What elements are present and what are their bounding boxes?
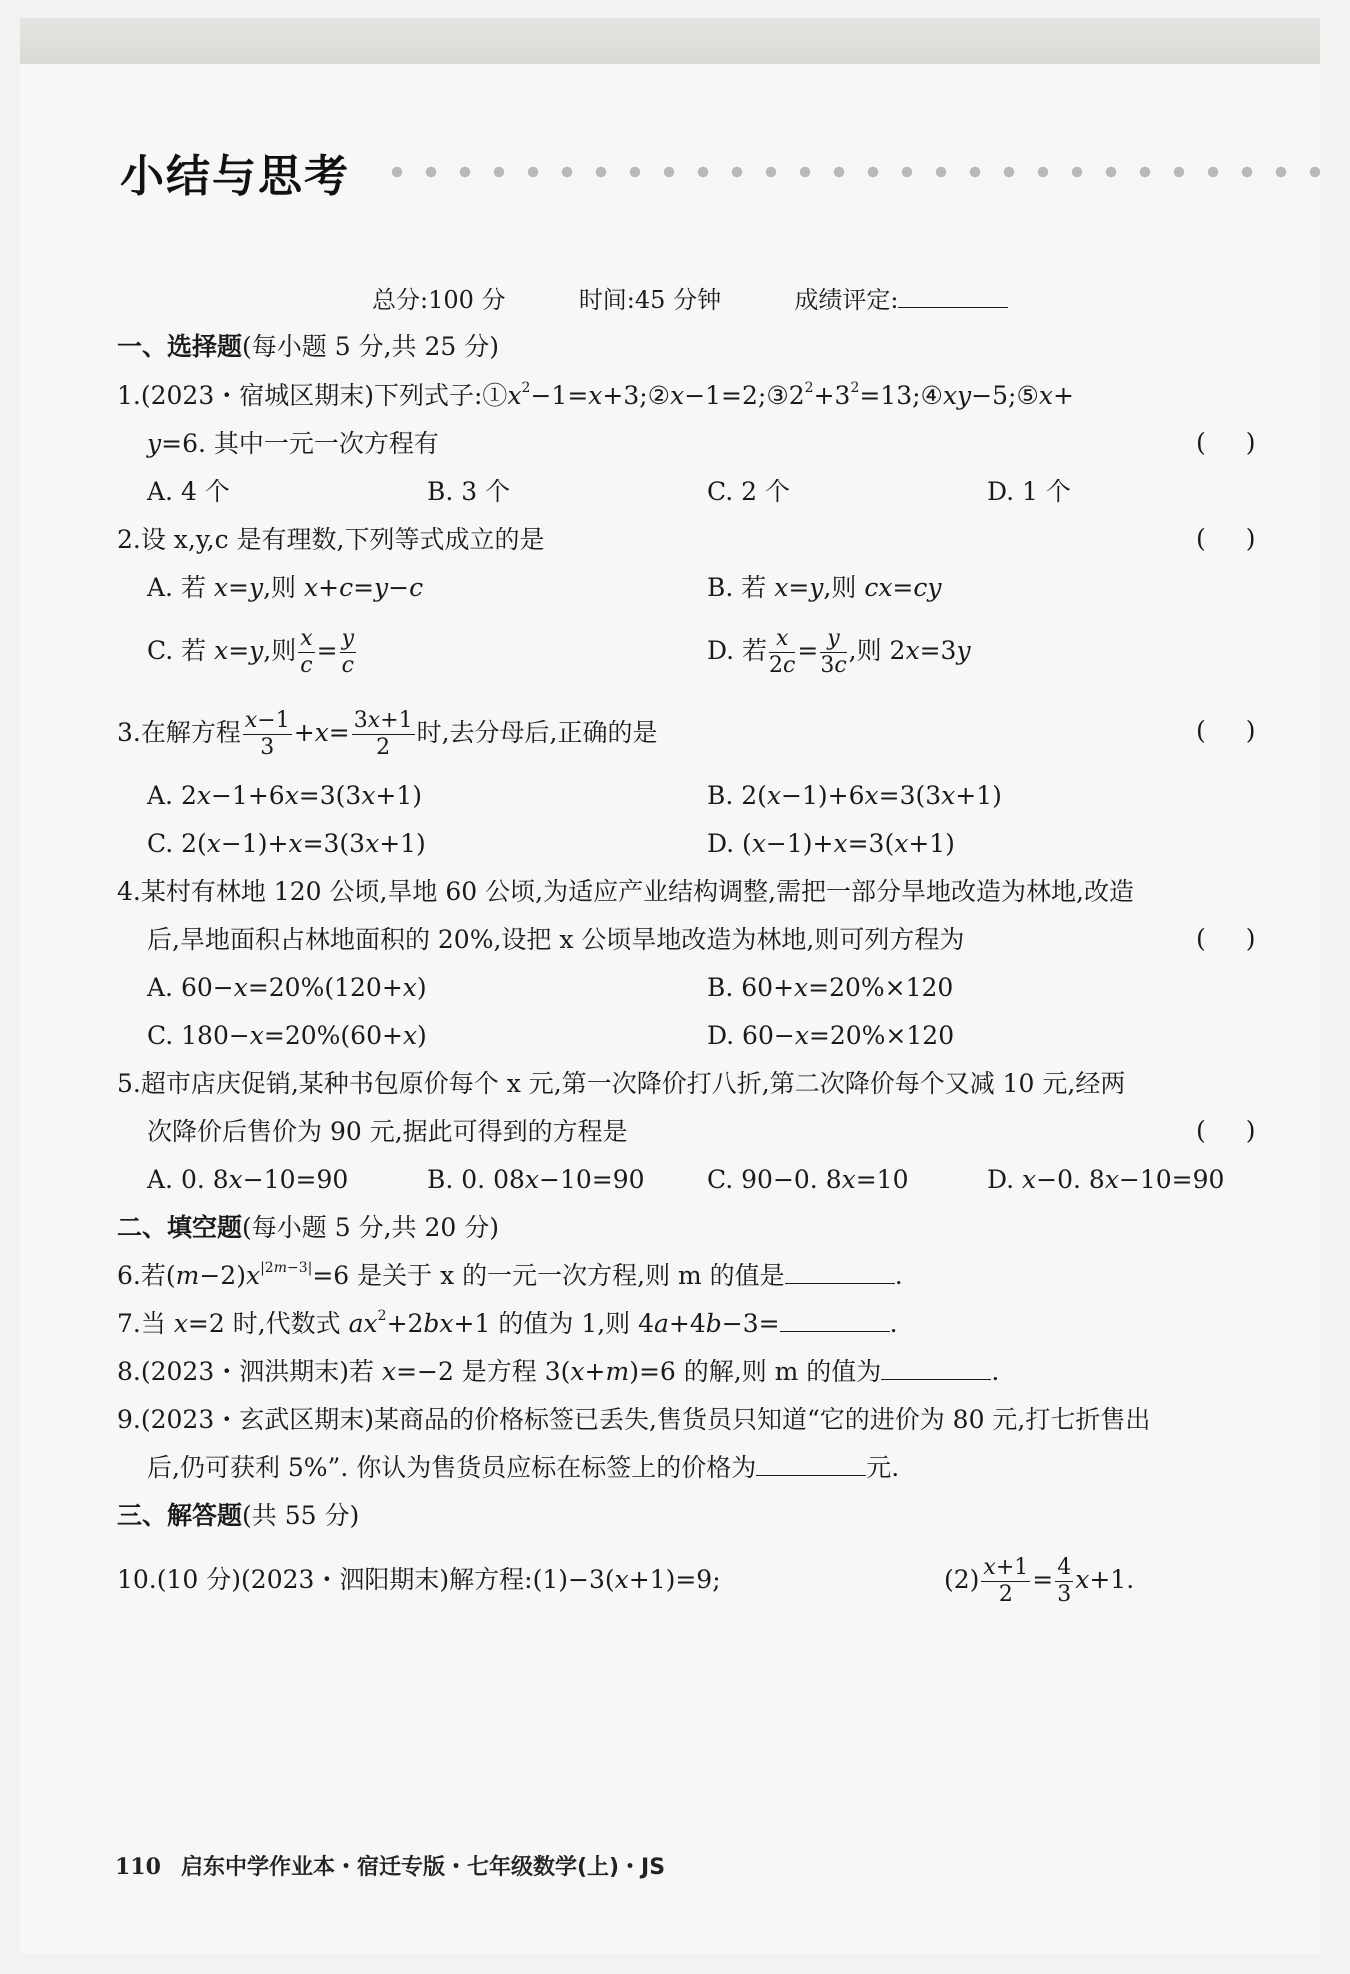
question-2 [117, 524, 545, 556]
question-7: 7.当 x=2 时,代数式 $ax^2+2bx+1$ 的值为 1,则 4a+4b−3= . [117, 1308, 898, 1338]
option-c[interactable]: C. 90−0. 8x=10 [707, 1165, 909, 1194]
question-text: 下列式子:① [374, 381, 508, 410]
grade-blank[interactable] [898, 285, 1008, 308]
question-text: 在解方程 [140, 718, 241, 747]
question-6: 6.若$(m-2)x^{|2m-3|}=6$ 是关于 x 的一元一次方程,则 m 的值是 . [117, 1260, 903, 1290]
question-text: 超市店庆促销,某种书包原价每个 x 元,第一次降价打八折,第二次降价每个又减 10 元,经两 [140, 1069, 1126, 1098]
scan-top-band [20, 18, 1320, 64]
answer-blank[interactable] [785, 1261, 895, 1284]
section-title: 一、选择题 [117, 332, 243, 361]
book-title: 启东中学作业本・宿迁专版・七年级数学(上)・JS [180, 1855, 666, 1880]
section-solve [117, 1500, 359, 1532]
option-a[interactable]: A. 2x−1+6x=3(3x+1) [147, 781, 423, 810]
answer-parentheses[interactable]: () [1196, 716, 1296, 745]
question-text: 其中一元一次方程有 [213, 429, 439, 458]
page-footer [115, 1850, 665, 1881]
section-note: (共 55 分) [242, 1501, 360, 1530]
question-text: 的解,则 m 的值为 [683, 1357, 882, 1386]
option-c[interactable]: C. 180−x=20%(60+x) [147, 1021, 427, 1050]
section-title: 三、解答题 [117, 1501, 243, 1530]
answer-blank[interactable] [756, 1453, 866, 1476]
question-number: 3. [117, 718, 141, 747]
section-title: 二、填空题 [117, 1213, 243, 1242]
option-b[interactable]: B. 若 x=y,则 cx=cy [707, 573, 942, 602]
question-9-line2 [147, 1452, 899, 1484]
section-note: (每小题 5 分,共 20 分) [242, 1213, 499, 1242]
option-a[interactable]: A. 若 x=y,则 x+c=y−c [147, 573, 424, 602]
grade-label: 成绩评定: [794, 286, 899, 314]
question-number: 9. [117, 1405, 141, 1434]
question-8: 8.(2023・泗洪期末)若 x=−2 是方程 3(x+m)=6 的解,则 m 的值为 . [117, 1357, 1000, 1386]
question-text: 是关于 x 的一元一次方程,则 m 的值是 [357, 1261, 785, 1290]
option-a[interactable]: A. 60−x=20%(120+x) [147, 973, 427, 1002]
question-source: (2023・宿城区期末) [140, 381, 374, 410]
question-number: 8. [117, 1357, 141, 1386]
answer-parentheses[interactable]: () [1196, 524, 1296, 553]
answer-parentheses[interactable]: () [1196, 924, 1296, 953]
answer-blank[interactable] [881, 1357, 991, 1380]
question-source: (2023・玄武区期末) [140, 1405, 374, 1434]
question-5-line2: 次降价后售价为 90 元,据此可得到的方程是 [147, 1117, 628, 1146]
total-score: 总分:100 分 [372, 286, 506, 314]
question-number: 5. [117, 1069, 141, 1098]
question-number: 1. [117, 381, 141, 410]
option-d[interactable]: D. x−0. 8x−10=90 [987, 1165, 1225, 1194]
option-a[interactable]: A. 4 个 [147, 477, 230, 506]
question-10-part2: (2) $\frac{x+1}{2}$ = $\frac{4}{3}$ x+1. [944, 1555, 1135, 1607]
question-4-line1 [117, 876, 1134, 908]
question-text: 时,去分母后,正确的是 [416, 718, 658, 747]
exam-meta [372, 284, 1008, 316]
option-b[interactable]: B. 60+x=20%×120 [707, 973, 954, 1002]
question-text: 元. [866, 1453, 900, 1482]
question-source: (2023・泗阳期末) [241, 1565, 450, 1594]
page-number: 110 [115, 1854, 161, 1880]
question-text: 某商品的价格标签已丢失,售货员只知道“它的进价为 80 元,打七折售出 [374, 1405, 1151, 1434]
question-10: 10.(10 分)(2023・泗阳期末)解方程:(1)−3(x+1)=9; [117, 1565, 721, 1594]
section-fill-blank [117, 1212, 499, 1244]
answer-parentheses[interactable]: () [1196, 428, 1296, 457]
question-text: 某村有林地 120 公顷,旱地 60 公顷,为适应产业结构调整,需把一部分旱地改造为林地,改造 [140, 877, 1134, 906]
question-number: 7. [117, 1309, 141, 1338]
answer-parentheses[interactable]: () [1196, 1116, 1296, 1145]
question-3: 3.在解方程 $\frac{x-1}{3}$ +x= $\frac{3x+1}{2}$ 时,去分母后,正确的是 [117, 708, 658, 760]
option-b[interactable]: B. 2(x−1)+6x=3(3x+1) [707, 781, 1002, 810]
question-number: 4. [117, 877, 141, 906]
option-d[interactable]: D. 若 $\frac{x}{2c}$ = $\frac{y}{3c}$ ,则 2x=3y [707, 626, 971, 678]
question-number: 10. [117, 1565, 157, 1594]
time-limit: 时间:45 分钟 [578, 286, 722, 314]
question-text: 的值为 1,则 [498, 1309, 631, 1338]
option-d[interactable]: D. 1 个 [987, 477, 1071, 506]
answer-blank[interactable] [780, 1309, 890, 1332]
option-b[interactable]: B. 0. 08x−10=90 [427, 1165, 645, 1194]
question-text: 解方程: [449, 1565, 533, 1594]
section-note: (每小题 5 分,共 25 分) [242, 332, 499, 361]
option-c[interactable]: C. 2(x−1)+x=3(3x+1) [147, 829, 426, 858]
question-score: (10 分) [156, 1565, 242, 1594]
question-number: 6. [117, 1261, 141, 1290]
option-d[interactable]: D. 60−x=20%×120 [707, 1021, 955, 1050]
decorative-dot-rule [380, 165, 1325, 179]
question-text: 设 x,y,c 是有理数,下列等式成立的是 [140, 525, 545, 554]
question-9-line1 [117, 1404, 1150, 1436]
question-1-line1: 1.(2023・宿城区期末)下列式子$:①x^2-1=x+3;②x-1=2;③2^2+3^2=13;④xy-5;⑤x+$ [117, 380, 1074, 410]
option-c[interactable]: C. 2 个 [707, 477, 790, 506]
section-choice [117, 331, 499, 363]
option-c[interactable]: C. 若 x=y,则 $\frac{x}{c}$ = $\frac{y}{c}$ [147, 626, 355, 678]
question-source: (2023・泗洪期末) [140, 1357, 349, 1386]
question-5-line1 [117, 1068, 1125, 1100]
option-b[interactable]: B. 3 个 [427, 477, 511, 506]
question-1-line2: y=6. 其中一元一次方程有 [147, 429, 439, 458]
option-d[interactable]: D. (x−1)+x=3(x+1) [707, 829, 955, 858]
option-a[interactable]: A. 0. 8x−10=90 [147, 1165, 349, 1194]
page-title: 小结与思考 [120, 151, 350, 202]
question-number: 2. [117, 525, 141, 554]
question-text: 后,仍可获利 5%”. 你认为售货员应标在标签上的价格为 [147, 1453, 757, 1482]
question-4-line2: 后,旱地面积占林地面积的 20%,设把 x 公顷旱地改造为林地,则可列方程为 [147, 925, 965, 954]
